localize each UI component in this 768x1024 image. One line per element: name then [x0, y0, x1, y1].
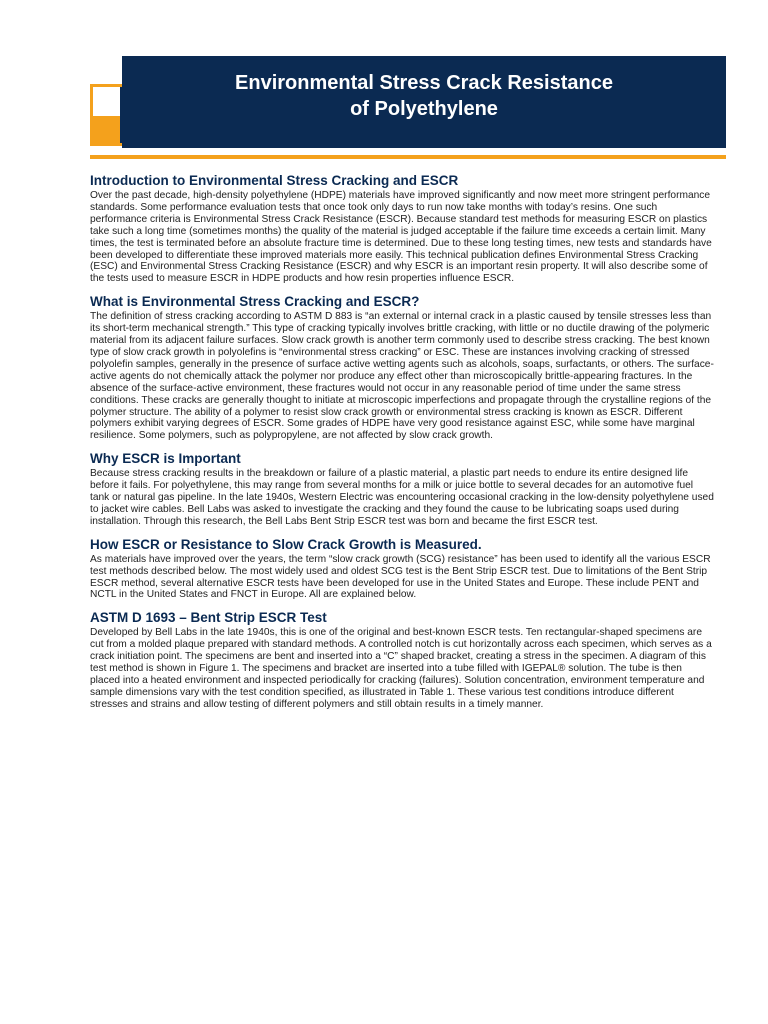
header-divider	[90, 155, 726, 159]
section-heading: Introduction to Environmental Stress Cracking and ESCR	[90, 173, 459, 188]
section-paragraph: The definition of stress cracking according to ASTM D 883 is “an external or internal crack in a plastic caused by tensile stresses less than its short-term mechanical strength.” This type of cracking typically involves brittle cracking, with little or no ductile drawing of the polymeric material from its adjacent failure surfaces. Slow crack growth is another term commonly used to describe stress cracking. The best known type of slow crack growth in polyolefins is “environmental stress cracking” or ESC. These are instances involving cracking of stressed polyolefin samples, generally in the presence of surface active wetting agents such as alcohols, soaps, surfactants, or others. The surface-active agents do not chemically attack the polymer nor produce any effect other than microscopically brittle-appearing fractures. In the absence of the surface-active environment, these fractures would not occur in any reasonable period of time under the same stress conditions. These cracks are generally thought to initiate at microscopic imperfections and propagate through the crystalline regions of the polymer structure. The ability of a polymer to resist slow crack growth or environmental stress cracking is known as ESCR. Different polymers exhibit varying degrees of ESCR. Some grades of HDPE have very good resistance against ESC, while some have marginal resilience. Some polymers, such as polypropylene, are not affected by slow crack growth.	[90, 311, 714, 442]
title-line-2: of Polyethylene	[350, 98, 498, 120]
section-how-measured	[90, 536, 714, 602]
section-heading: What is Environmental Stress Cracking and ESCR?	[90, 294, 420, 310]
title-line-1: Environmental Stress Crack Resistance	[235, 72, 613, 94]
section-paragraph: Because stress cracking results in the breakdown or failure of a plastic material, a plastic part needs to endure its entire designed life before it fails. For polyethylene, this may range from several months for a milk or juice bottle to several decades for an automotive fuel tank or natural gas pipeline. In the late 1940s, Western Electric was encountering occasional cracking in the low-density polyethylene used to jacket wire cables. Bell Labs was asked to investigate the cracking and they found the cause to be lubricating soaps used during installation. Through this research, the Bell Labs Bent Strip ESCR test was born and became the first ESCR test.	[90, 468, 714, 527]
section-paragraph: As materials have improved over the years, the term “slow crack growth (SCG) resistance” has been used to identify all the various ESCR test methods described below. The most widely used and oldest SCG test is the Bent Strip ESCR test. Due to limitations of the Bent Strip ESCR method, several alternative ESCR tests have been developed for use in the United States and Europe. These include PENT and NCTL in the United States and FNCT in Europe. All are explained below.	[90, 553, 711, 601]
page-title	[122, 70, 726, 122]
logo-orange-square	[93, 116, 120, 143]
section-why-important	[90, 450, 714, 528]
section-bent-strip-test	[90, 609, 714, 710]
section-heading: Why ESCR is Important	[90, 451, 241, 467]
document-body	[90, 172, 714, 719]
section-paragraph: Developed by Bell Labs in the late 1940s, this is one of the original and best-known ESCR tests. Ten rectangular-shaped specimens are cut from a molded plaque prepared with standard methods. A controlled notch is cut horizontally across each specimen, which serves as a crack initiation point. The specimens are bent and inserted into a “C” shaped bracket, creating a stress in the specimen. A diagram of this test method is shown in Figure 1. The specimens and bracket are inserted into a tube filled with IGEPAL® solution. The tube is then placed into a heated environment and inspected periodically for cracking (failures). Solution concentration, environment temperature and sample dimensions vary with the test condition specified, as illustrated in Table 1. These various test conditions introduce different stresses and strains and allow testing of different polymers and still obtain results in a timely manner.	[90, 627, 712, 710]
section-what-is-esc	[90, 293, 714, 442]
section-heading: ASTM D 1693 – Bent Strip ESCR Test	[90, 610, 327, 626]
title-banner	[122, 56, 726, 148]
section-introduction	[90, 172, 714, 285]
section-paragraph: Over the past decade, high-density polyethylene (HDPE) materials have improved significantly and now meet more stringent performance standards. Some performance evaluation tests that once took only days to run now take months with today’s resins. One such performance criteria is Environmental Stress Crack Resistance (ESCR). Because standard test methods for measuring ESCR on plastics take such a long time (sometimes months) the quality of the material is judged acceptable if the failure time exceeds a certain limit. Many times, the test is terminated before an absolute fracture time is determined. Due to these long testing times, new tests and standards have been developed to differentiate these improved materials more easily. This technical publication defines Environmental Stress Cracking (ESC) and Environmental Stress Cracking Resistance (ESCR) and why ESCR is an important resin property. It will also describe some of the tests used to measure ESCR in HDPE products and how resin properties influence ESCR.	[90, 190, 712, 285]
section-heading: How ESCR or Resistance to Slow Crack Growth is Measured.	[90, 536, 482, 552]
